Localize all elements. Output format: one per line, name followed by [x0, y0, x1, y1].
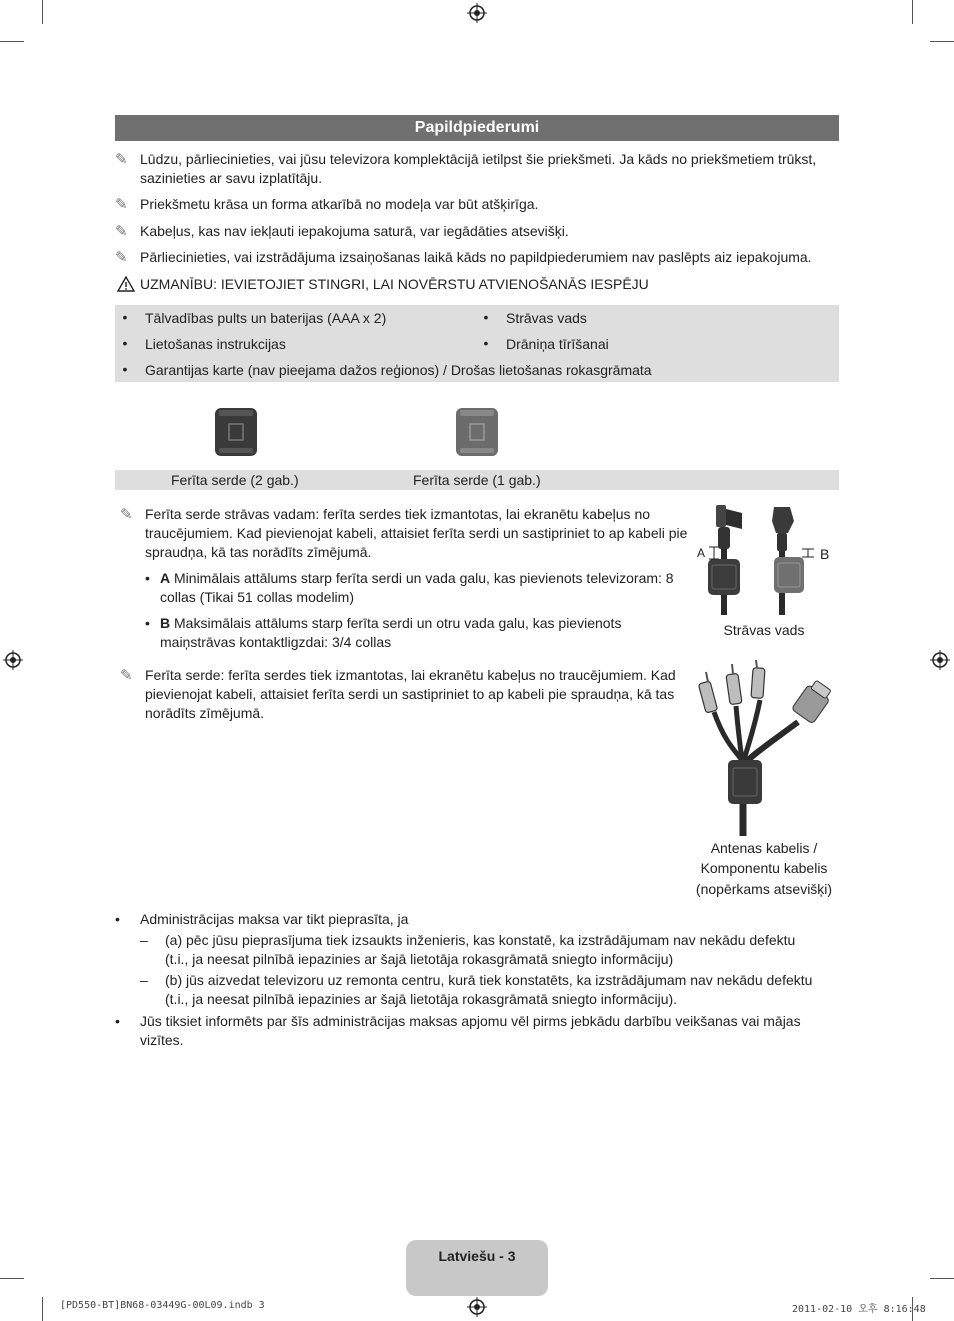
crop-mark [0, 1278, 24, 1279]
label-b: B [160, 615, 171, 631]
note-text: Kabeļus, kas nav iekļauti iepakojuma saturā, var iegādāties atsevišķi. [140, 223, 569, 239]
list-item: Drāniņa tīrīšanai [506, 336, 609, 352]
note [120, 505, 690, 562]
dimension-label-a: A [697, 546, 706, 560]
ferrite-caption-bar [115, 470, 839, 490]
crop-mark [42, 1297, 43, 1321]
registration-mark-icon [467, 1297, 487, 1317]
caution-line [115, 275, 843, 293]
footer-date: 2011-02-10 오후 8:16:48 [792, 1304, 926, 1315]
admin-case-b-note: (t.i., ja neesat pilnībā iepazinies ar šajā lietotāja rokasgrāmatā sniegto informāciju). [165, 991, 678, 1007]
note [120, 666, 690, 723]
registration-mark-icon [467, 3, 487, 23]
ferrite-caption: Ferīta serde (1 gab.) [413, 472, 541, 488]
admin-info: Jūs tiksiet informēts par šīs administrācijas maksas apjomu vēl pirms jebkādu darbību veikšanas vai mājas [140, 1013, 801, 1029]
antenna-component-cable-figure [694, 660, 844, 836]
admin-case-a: (a) pēc jūsu pieprasījuma tiek izsaukts inženieris, kas konstatē, ka izstrādājumam nav nekādu defektu [165, 932, 796, 948]
footer-file: [PD550-BT]BN68-03449G-00L09.indb 3 [60, 1300, 265, 1311]
ferrite-caption: Ferīta serde (2 gab.) [171, 472, 299, 488]
note-text: Pārliecinieties, vai izstrādājuma izsaiņošanas laikā kāds no papildpiederumiem nav paslēpts aiz iepakojuma. [140, 249, 812, 265]
pencil-note-icon: ✎ [120, 506, 133, 523]
crop-mark [930, 1278, 954, 1279]
pencil-note-icon: ✎ [115, 151, 128, 168]
note [115, 248, 843, 267]
ferrite-core-gray-icon [454, 406, 500, 458]
crop-mark [912, 0, 913, 24]
note-text: Lūdzu, pārliecinieties, vai jūsu televizora komplektācijā ietilpst šie priekšmeti. Ja kāds no priekšmetiem trūkst, sazinieties ar savu izplatītāju. [140, 151, 817, 186]
included-items: • Tālvadības pults un baterijas (AAA x 2) • Lietošanas instrukcijas • Strāvas vads • Drāniņa tīrīšanai • Garantijas karte (nav pieejama dažos reģionos) / Drošas lietošanas rokasgrāmata [115, 305, 839, 382]
crop-mark [0, 41, 24, 42]
section-title: Papildpiederumi [115, 115, 839, 141]
ferrite-a-item: • A Minimālais attālums starp ferīta serdi un vada galu, kas pievienots televizoram: 8 collas (Tikai 51 collas modelim) [145, 570, 674, 605]
note-text: Priekšmetu krāsa un forma atkarībā no modeļa var būt atšķirīga. [140, 196, 539, 212]
pencil-note-icon: ✎ [115, 196, 128, 213]
admin-lead: Administrācijas maksa var tikt pieprasīta, ja [140, 911, 409, 927]
figure-caption-line: Komponentu kabelis [700, 860, 828, 876]
dimension-label-b: B [820, 546, 830, 562]
note-text: Ferīta serde: ferīta serdes tiek izmantotas, lai ekranētu kabeļus no traucējumiem. Kad pievienojat kabeli, attaisiet ferīta serdi un sastipriniet to ap kabeli pie spraudņa, kā tas norādīts zīmējumā. [145, 667, 676, 721]
list-item: Strāvas vads [506, 310, 587, 326]
list-item: Tālvadības pults un baterijas (AAA x 2) [145, 310, 387, 326]
pencil-note-icon: ✎ [115, 223, 128, 240]
crop-mark [930, 41, 954, 42]
ferrite-a-text: Minimālais attālums starp ferīta serdi un vada galu, kas pievienots televizoram: 8 collas (Tikai 51 collas modelim) [160, 570, 674, 605]
ferrite-b-text: Maksimālais attālums starp ferīta serdi un otru vada galu, kas pievienots maiņstrāvas kontaktligzdai: 3/4 collas [160, 615, 622, 650]
registration-mark-icon [3, 650, 23, 670]
label-a: A [160, 570, 171, 586]
note [115, 222, 843, 241]
warning-triangle-icon [117, 276, 135, 292]
page-number: Latviešu - 3 [406, 1240, 548, 1296]
note [115, 150, 843, 188]
note [115, 195, 843, 214]
figure-caption [680, 838, 848, 899]
admin-info-cont: vizītes. [140, 1032, 184, 1048]
ferrite-core-dark-icon [213, 406, 259, 458]
ferrite-b-item: • B Maksimālais attālums starp ferīta serdi un otru vada galu, kas pievienots maiņstrāvas kontaktligzdai: 3/4 collas [145, 615, 622, 650]
figure-caption-line: (nopērkams atsevišķi) [695, 881, 833, 897]
admin-case-b: (b) jūs aizvedat televizoru uz remonta centru, kurā tiek konstatēts, ka izstrādājumam nav nekādu defektu [165, 972, 813, 988]
crop-mark [42, 0, 43, 24]
pencil-note-icon: ✎ [120, 667, 133, 684]
admin-case-a-note: (t.i., ja neesat pilnībā iepazinies ar šajā lietotāja rokasgrāmatā sniegto informāciju) [165, 951, 674, 967]
list-item: Garantijas karte (nav pieejama dažos reģionos) / Drošas lietošanas rokasgrāmata [145, 362, 652, 378]
figure-caption-line: Antenas kabelis / [710, 840, 818, 856]
caution-text: UZMANĪBU: IEVIETOJIET STINGRI, LAI NOVĒRSTU ATVIENOŠANĀS IESPĒJU [140, 276, 649, 292]
note-text: Ferīta serde strāvas vadam: ferīta serdes tiek izmantotas, lai ekranētu kabeļus no traucējumiem. Kad pievienojat kabeli, attaisiet ferīta serdi un sastipriniet to ap kabeli pie spraudņa, kā tas norādīts zīmējumā. [145, 506, 688, 560]
list-item: Lietošanas instrukcijas [145, 336, 286, 352]
figure-caption: Strāvas vads [723, 622, 805, 638]
pencil-note-icon: ✎ [115, 249, 128, 266]
registration-mark-icon [930, 650, 950, 670]
